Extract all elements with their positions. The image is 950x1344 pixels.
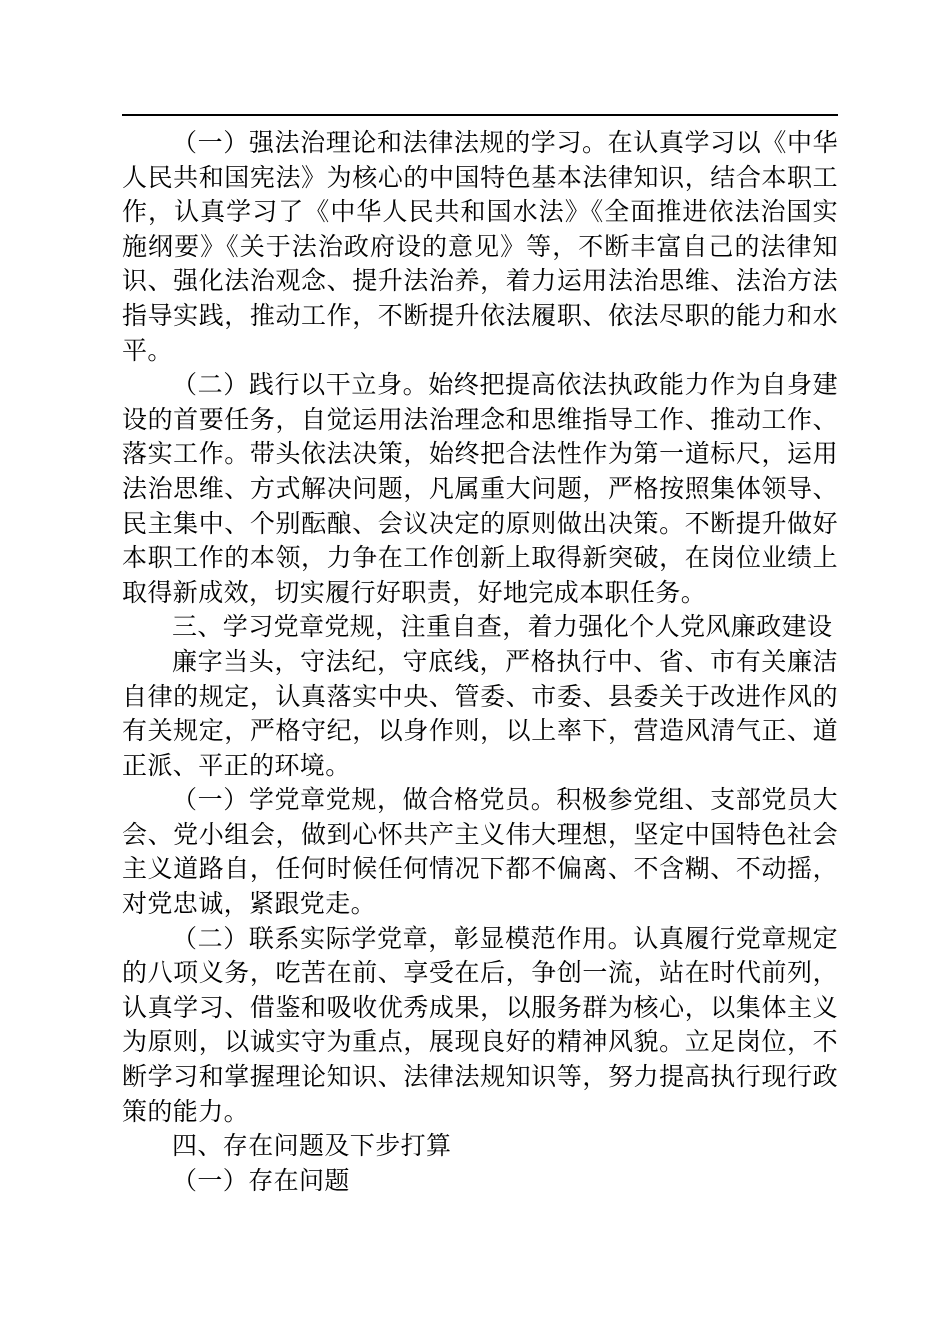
paragraph-integrity: 廉字当头，守法纪，守底线，严格执行中、省、市有关廉洁自律的规定，认真落实中央、管委、市委、县委关于改进作风的有关规定，严格守纪，以身作则，以上率下，营造风清气正、道正派、平正的环境。 bbox=[122, 646, 838, 780]
paragraph-exemplary-role: （二）联系实际学党章，彰显模范作用。认真履行党章规定的八项义务，吃苦在前、享受在后，争创一流，站在时代前列，认真学习、借鉴和吸收优秀成果，以服务群为核心，以集体主义为原则，以诚实守为重点，展现良好的精神风貌。立足岗位，不断学习和掌握理论知识、法律法规知识等，努力提高执行现行政策的能力。 bbox=[122, 923, 838, 1126]
document-body bbox=[122, 126, 838, 1198]
paragraph-study-law: （一）强法治理论和法律法规的学习。在认真学习以《中华人民共和国宪法》为核心的中国特色基本法律知识，结合本职工作，认真学习了《中华人民共和国水法》《全面推进依法治国实施纲要》《关于法治政府设的意见》等，不断丰富自己的法律知识、强化法治观念、提升法治养，着力运用法治思维、法治方法指导实践，推动工作，不断提升依法履职、依法尽职的能力和水平。 bbox=[122, 128, 838, 365]
header-rule bbox=[122, 114, 838, 116]
paragraph-practice: （二）践行以干立身。始终把提高依法执政能力作为自身建设的首要任务，自觉运用法治理念和思维指导工作、推动工作、落实工作。带头依法决策，始终把合法性作为第一道标尺，运用法治思维、方式解决问题，凡属重大问题，严格按照集体领导、民主集中、个别酝酿、会议决定的原则做出决策。不断提升做好本职工作的本领，力争在工作创新上取得新突破，在岗位业绩上取得新成效，切实履行好职责，好地完成本职任务。 bbox=[122, 370, 838, 607]
section-heading-four: 四、存在问题及下步打算 bbox=[172, 1131, 452, 1161]
subsection-heading-problems: （一）存在问题 bbox=[172, 1165, 350, 1195]
paragraph-party-rules: （一）学党章党规，做合格党员。积极参党组、支部党员大会、党小组会，做到心怀共产主义伟大理想，坚定中国特色社会主义道路自，任何时候任何情况下都不偏离、不含糊、不动摇，对党忠诚，紧跟党走。 bbox=[122, 785, 838, 919]
section-heading-three: 三、学习党章党规，注重自查，着力强化个人党风廉政建设 bbox=[172, 612, 833, 642]
